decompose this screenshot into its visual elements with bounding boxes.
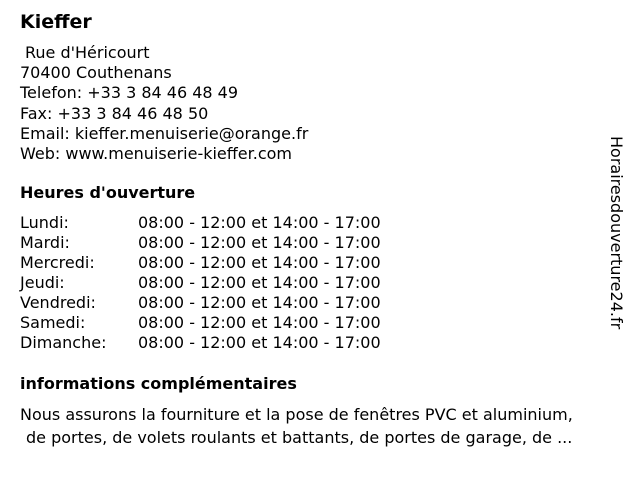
day-label: Mardi: xyxy=(20,233,70,252)
hours-value: 08:00 - 12:00 et 14:00 - 17:00 xyxy=(138,293,381,312)
city-address: 70400 Couthenans xyxy=(20,63,172,83)
day-label: Samedi: xyxy=(20,313,86,332)
day-label: Vendredi: xyxy=(20,293,96,312)
website-link[interactable]: Web: www.menuiserie-kieffer.com xyxy=(20,144,292,164)
info-line: Nous assurons la fourniture et la pose de fenêtres PVC et aluminium, xyxy=(20,405,573,424)
info-line: de portes, de volets roulants et battants, de portes de garage, de ... xyxy=(26,428,573,447)
day-label: Lundi: xyxy=(20,213,69,232)
opening-hours-heading: Heures d'ouverture xyxy=(20,183,196,202)
business-name: Kieffer xyxy=(20,11,92,33)
hours-value: 08:00 - 12:00 et 14:00 - 17:00 xyxy=(138,313,381,332)
day-label: Jeudi: xyxy=(20,273,65,292)
additional-info-text xyxy=(20,403,573,449)
phone-number[interactable]: Telefon: +33 3 84 46 48 49 xyxy=(20,83,239,103)
additional-info-heading: informations complémentaires xyxy=(20,374,297,393)
hours-value: 08:00 - 12:00 et 14:00 - 17:00 xyxy=(138,253,381,272)
hours-value: 08:00 - 12:00 et 14:00 - 17:00 xyxy=(138,273,381,292)
site-watermark: Horairesdouverture24.fr xyxy=(607,136,626,330)
day-label: Mercredi: xyxy=(20,253,95,272)
email-address[interactable]: Email: kieffer.menuiserie@orange.fr xyxy=(20,123,309,143)
contact-block xyxy=(20,43,308,164)
day-label: Dimanche: xyxy=(20,333,107,352)
fax-number: Fax: +33 3 84 46 48 50 xyxy=(20,103,209,123)
hours-value: 08:00 - 12:00 et 14:00 - 17:00 xyxy=(138,333,381,352)
hours-value: 08:00 - 12:00 et 14:00 - 17:00 xyxy=(138,233,381,252)
hours-value: 08:00 - 12:00 et 14:00 - 17:00 xyxy=(138,213,381,232)
street-address: Rue d'Héricourt xyxy=(25,43,150,62)
